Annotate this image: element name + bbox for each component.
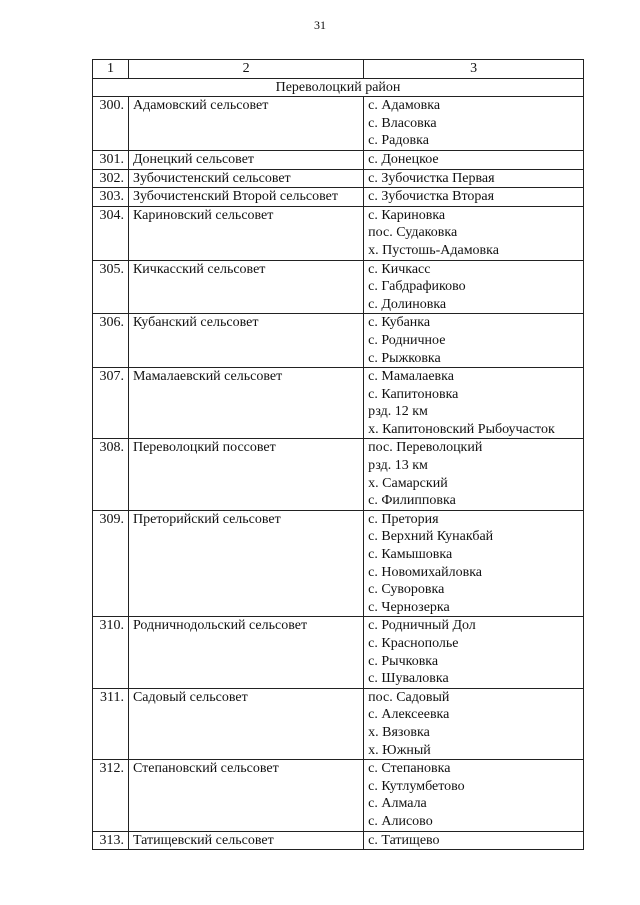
council-name: Татищевский сельсовет: [128, 831, 363, 850]
table-row: [93, 260, 584, 314]
row-number: 307.: [93, 368, 129, 439]
settlement-name: с. Алисово: [368, 813, 433, 829]
settlement-name: с. Радовка: [368, 133, 429, 149]
settlement-name: с. Рычковка: [368, 653, 439, 669]
settlements-cell: [364, 314, 584, 368]
settlement-name: с. Камышовка: [368, 547, 453, 563]
row-number: 301.: [93, 150, 129, 169]
district-name: Переволоцкий район: [93, 78, 584, 97]
settlements-cell: [364, 617, 584, 688]
council-name: Зубочистенский сельсовет: [128, 169, 363, 188]
council-name: Садовый сельсовет: [128, 688, 363, 759]
settlement-name: пос. Переволоцкий: [368, 440, 483, 456]
council-name: Адамовский сельсовет: [128, 97, 363, 151]
settlement-name: с. Власовка: [368, 115, 437, 131]
settlement-name: с. Верхний Кунакбай: [368, 529, 494, 545]
council-name: Кичкасский сельсовет: [128, 260, 363, 314]
settlement-name: с. Зубочистка Вторая: [368, 189, 495, 205]
settlement-name: х. Вязовка: [368, 724, 430, 740]
settlements-cell: [364, 760, 584, 831]
table-row: [93, 760, 584, 831]
table-row: [93, 831, 584, 850]
table-row: [93, 617, 584, 688]
settlements-cell: [364, 260, 584, 314]
settlement-name: рзд. 12 км: [368, 404, 428, 420]
settlements-cell: [364, 439, 584, 510]
settlement-name: с. Габдрафиково: [368, 279, 466, 295]
table-row: [93, 314, 584, 368]
settlement-name: с. Чернозерка: [368, 599, 450, 615]
settlement-name: с. Степановка: [368, 761, 451, 777]
settlement-name: х. Пустошь-Адамовка: [368, 242, 499, 258]
row-number: 312.: [93, 760, 129, 831]
settlement-name: с. Алексеевка: [368, 707, 450, 723]
district-row: [93, 78, 584, 97]
row-number: 311.: [93, 688, 129, 759]
settlement-name: с. Филипповка: [368, 493, 456, 509]
row-number: 308.: [93, 439, 129, 510]
settlements-cell: [364, 188, 584, 207]
header-cell-2: 2: [128, 60, 363, 79]
table-body: [93, 60, 584, 850]
council-name: Родничнодольский сельсовет: [128, 617, 363, 688]
settlement-name: х. Южный: [368, 742, 431, 758]
settlements-cell: [364, 150, 584, 169]
header-cell-1: 1: [93, 60, 129, 79]
settlement-name: х. Капитоновский Рыбоучасток: [368, 421, 555, 437]
settlement-name: с. Алмала: [368, 796, 427, 812]
header-row: [93, 60, 584, 79]
row-number: 303.: [93, 188, 129, 207]
settlement-name: пос. Судаковка: [368, 225, 458, 241]
settlement-name: с. Суворовка: [368, 582, 445, 598]
settlement-name: с. Кутлумбетово: [368, 778, 465, 794]
table-row: [93, 206, 584, 260]
table-row: [93, 368, 584, 439]
row-number: 302.: [93, 169, 129, 188]
council-name: Преторийский сельсовет: [128, 510, 363, 617]
row-number: 305.: [93, 260, 129, 314]
settlement-name: с. Рыжковка: [368, 350, 441, 366]
settlement-name: с. Новомихайловка: [368, 564, 483, 580]
settlement-name: пос. Садовый: [368, 689, 450, 705]
settlements-table: [92, 59, 584, 850]
settlements-cell: [364, 688, 584, 759]
settlements-cell: [364, 97, 584, 151]
settlement-name: с. Зубочистка Первая: [368, 170, 495, 186]
council-name: Кубанский сельсовет: [128, 314, 363, 368]
settlements-cell: [364, 510, 584, 617]
council-name: Мамалаевский сельсовет: [128, 368, 363, 439]
settlement-name: х. Самарский: [368, 475, 448, 491]
table-row: [93, 97, 584, 151]
table-row: [93, 169, 584, 188]
settlement-name: с. Долиновка: [368, 296, 447, 312]
settlement-name: с. Кичкасс: [368, 261, 431, 277]
settlement-name: с. Шуваловка: [368, 671, 449, 687]
settlement-name: с. Претория: [368, 511, 439, 527]
settlement-name: с. Мамалаевка: [368, 369, 454, 385]
council-name: Степановский сельсовет: [128, 760, 363, 831]
row-number: 310.: [93, 617, 129, 688]
table-row: [93, 510, 584, 617]
settlement-name: с. Родничное: [368, 332, 446, 348]
header-cell-3: 3: [364, 60, 584, 79]
settlements-cell: [364, 831, 584, 850]
settlement-name: с. Кариновка: [368, 207, 446, 223]
table-row: [93, 150, 584, 169]
row-number: 313.: [93, 831, 129, 850]
row-number: 300.: [93, 97, 129, 151]
table-row: [93, 188, 584, 207]
settlements-cell: [364, 169, 584, 188]
settlement-name: с. Капитоновка: [368, 386, 459, 402]
settlements-cell: [364, 368, 584, 439]
page-number: 31: [314, 18, 326, 32]
settlements-cell: [364, 206, 584, 260]
row-number: 306.: [93, 314, 129, 368]
row-number: 309.: [93, 510, 129, 617]
table-row: [93, 439, 584, 510]
council-name: Зубочистенский Второй сельсовет: [128, 188, 363, 207]
table-row: [93, 688, 584, 759]
settlement-name: рзд. 13 км: [368, 458, 428, 474]
settlement-name: с. Кубанка: [368, 315, 431, 331]
settlement-name: с. Краснополье: [368, 636, 459, 651]
settlement-name: с. Родничный Дол: [368, 618, 476, 634]
settlement-name: с. Татищево: [368, 832, 440, 848]
settlement-name: с. Адамовка: [368, 98, 441, 114]
settlement-name: с. Донецкое: [368, 151, 439, 167]
council-name: Донецкий сельсовет: [128, 150, 363, 169]
council-name: Кариновский сельсовет: [128, 206, 363, 260]
council-name: Переволоцкий поссовет: [128, 439, 363, 510]
row-number: 304.: [93, 206, 129, 260]
